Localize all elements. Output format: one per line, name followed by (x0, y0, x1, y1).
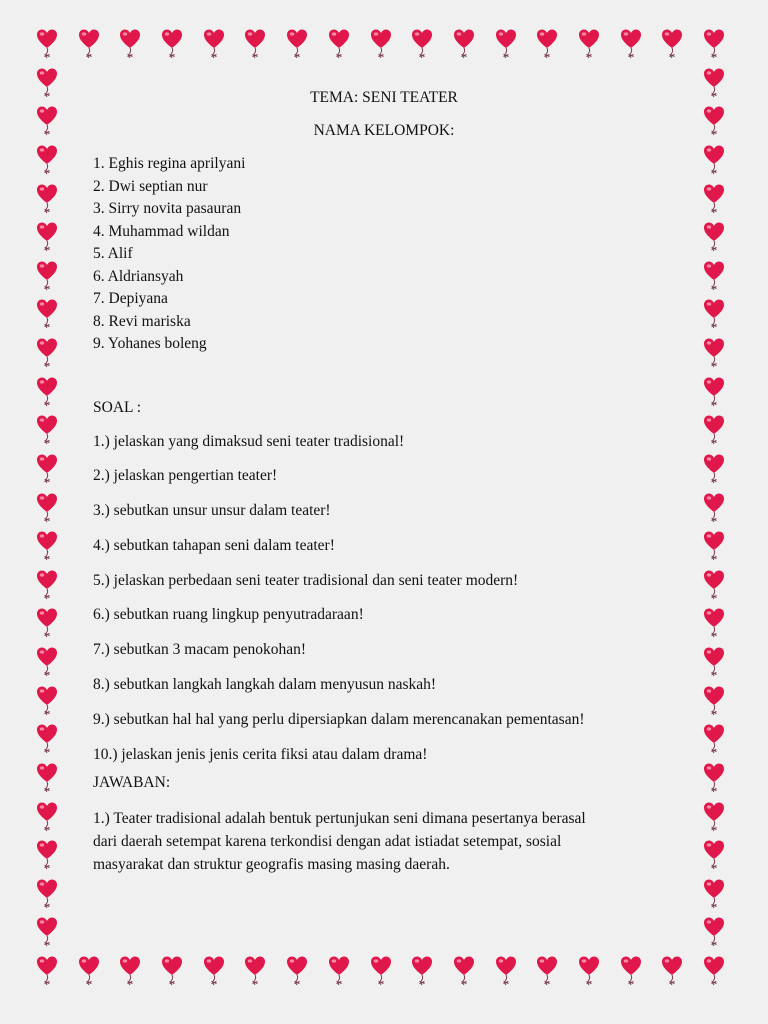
heart-balloon-icon (703, 144, 725, 178)
question-list (93, 432, 683, 765)
heart-balloon-icon (703, 569, 725, 603)
heart-balloon-icon (286, 955, 308, 989)
heart-balloon-icon (203, 955, 225, 989)
heart-balloon-icon (36, 221, 58, 255)
question-item: 2.) jelaskan pengertian teater! (93, 467, 278, 485)
heart-balloon-icon (703, 376, 725, 410)
heart-balloon-icon (36, 801, 58, 835)
heart-balloon-icon (36, 646, 58, 680)
heart-balloon-icon (203, 28, 225, 62)
answer-line: masyarakat dan struktur geografis masing masing daerah. (93, 856, 450, 874)
member-item: 3. Sirry novita pasauran (93, 200, 242, 217)
answer-line: 1.) Teater tradisional adalah bentuk pertunjukan seni dimana pesertanya berasal (93, 810, 586, 828)
heart-balloon-icon (370, 28, 392, 62)
heart-balloon-icon (36, 183, 58, 217)
heart-balloon-icon (495, 28, 517, 62)
heart-balloon-icon (703, 67, 725, 101)
heart-balloon-icon (328, 28, 350, 62)
heart-balloon-icon (36, 453, 58, 487)
heart-balloon-icon (703, 646, 725, 680)
heart-balloon-icon (36, 569, 58, 603)
heart-balloon-icon (703, 28, 725, 62)
heart-balloon-icon (286, 28, 308, 62)
member-item: 8. Revi mariska (93, 312, 191, 330)
question-item: 8.) sebutkan langkah langkah dalam menyusun naskah! (93, 676, 437, 694)
heart-balloon-icon (703, 878, 725, 912)
heart-balloon-icon (703, 260, 725, 294)
heart-balloon-icon (36, 337, 58, 371)
question-item: 4.) sebutkan tahapan seni dalam teater! (93, 536, 335, 554)
heart-balloon-icon (36, 492, 58, 526)
heart-balloon-icon (703, 298, 725, 332)
heart-balloon-icon (161, 28, 183, 62)
member-item: 5. Alif (93, 245, 133, 262)
heart-balloon-icon (119, 28, 141, 62)
answers-heading: JAWABAN: (93, 774, 171, 792)
heart-balloon-icon (495, 955, 517, 989)
answer-line: dari daerah setempat karena terkondisi dengan adat istiadat setempat, sosial (93, 833, 562, 851)
heart-balloon-icon (36, 144, 58, 178)
heart-balloon-icon (36, 723, 58, 757)
heart-balloon-icon (703, 839, 725, 873)
heart-balloon-icon (36, 607, 58, 641)
heart-balloon-icon (36, 916, 58, 950)
heart-balloon-icon (244, 955, 266, 989)
heart-balloon-icon (703, 530, 725, 564)
heart-balloon-icon (36, 839, 58, 873)
heart-balloon-icon (328, 955, 350, 989)
heart-balloon-icon (703, 801, 725, 835)
member-list (93, 153, 683, 356)
heart-balloon-icon (453, 28, 475, 62)
heart-balloon-icon (36, 414, 58, 448)
heart-balloon-icon (36, 260, 58, 294)
heart-balloon-icon (411, 955, 433, 989)
heart-balloon-icon (703, 221, 725, 255)
group-heading: NAMA KELOMPOK: (313, 122, 455, 139)
question-item: 5.) jelaskan perbedaan seni teater tradisional dan seni teater modern! (93, 571, 519, 589)
heart-balloon-icon (36, 685, 58, 719)
heart-balloon-icon (244, 28, 266, 62)
heart-balloon-icon (703, 916, 725, 950)
document-title: TEMA: SENI TEATER (310, 89, 458, 106)
heart-balloon-icon (36, 878, 58, 912)
member-item: 7. Depiyana (93, 290, 168, 307)
heart-balloon-icon (703, 685, 725, 719)
heart-balloon-icon (161, 955, 183, 989)
heart-balloon-icon (411, 28, 433, 62)
heart-balloon-icon (370, 955, 392, 989)
member-item: 9. Yohanes boleng (93, 335, 207, 352)
heart-balloon-icon (620, 955, 642, 989)
heart-balloon-icon (536, 955, 558, 989)
question-item: 6.) sebutkan ruang lingkup penyutradaraan! (93, 606, 364, 624)
heart-balloon-icon (36, 28, 58, 62)
answer-paragraph (93, 807, 683, 876)
heart-balloon-icon (536, 28, 558, 62)
heart-balloon-icon (703, 453, 725, 487)
heart-balloon-icon (119, 955, 141, 989)
heart-balloon-icon (703, 762, 725, 796)
questions-heading: SOAL : (93, 398, 142, 416)
heart-balloon-icon (661, 28, 683, 62)
heart-balloon-icon (36, 530, 58, 564)
heart-balloon-icon (703, 955, 725, 989)
heart-balloon-icon (36, 762, 58, 796)
heart-balloon-icon (703, 607, 725, 641)
member-item: 4. Muhammad wildan (93, 222, 230, 240)
heart-balloon-icon (703, 723, 725, 757)
heart-balloon-icon (578, 955, 600, 989)
heart-balloon-icon (36, 298, 58, 332)
question-item: 7.) sebutkan 3 macam penokohan! (93, 641, 307, 659)
heart-balloon-icon (578, 28, 600, 62)
heart-balloon-icon (703, 183, 725, 217)
heart-balloon-icon (661, 955, 683, 989)
heart-balloon-icon (453, 955, 475, 989)
question-item: 10.) jelaskan jenis jenis cerita fiksi atau dalam drama! (93, 745, 428, 763)
heart-balloon-icon (78, 28, 100, 62)
heart-balloon-icon (36, 105, 58, 139)
member-item: 2. Dwi septian nur (93, 177, 208, 195)
heart-balloon-icon (620, 28, 642, 62)
heart-balloon-icon (703, 337, 725, 371)
heart-balloon-icon (36, 376, 58, 410)
question-item: 3.) sebutkan unsur unsur dalam teater! (93, 502, 331, 520)
heart-balloon-icon (703, 414, 725, 448)
member-item: 6. Aldriansyah (93, 267, 184, 285)
document-body (93, 88, 683, 876)
heart-balloon-icon (36, 67, 58, 101)
heart-balloon-icon (703, 105, 725, 139)
question-item: 1.) jelaskan yang dimaksud seni teater tradisional! (93, 432, 405, 450)
question-item: 9.) sebutkan hal hal yang perlu dipersiapkan dalam merencanakan pementasan! (93, 710, 585, 728)
heart-balloon-icon (703, 492, 725, 526)
heart-balloon-icon (78, 955, 100, 989)
heart-balloon-icon (36, 955, 58, 989)
member-item: 1. Eghis regina aprilyani (93, 155, 246, 172)
